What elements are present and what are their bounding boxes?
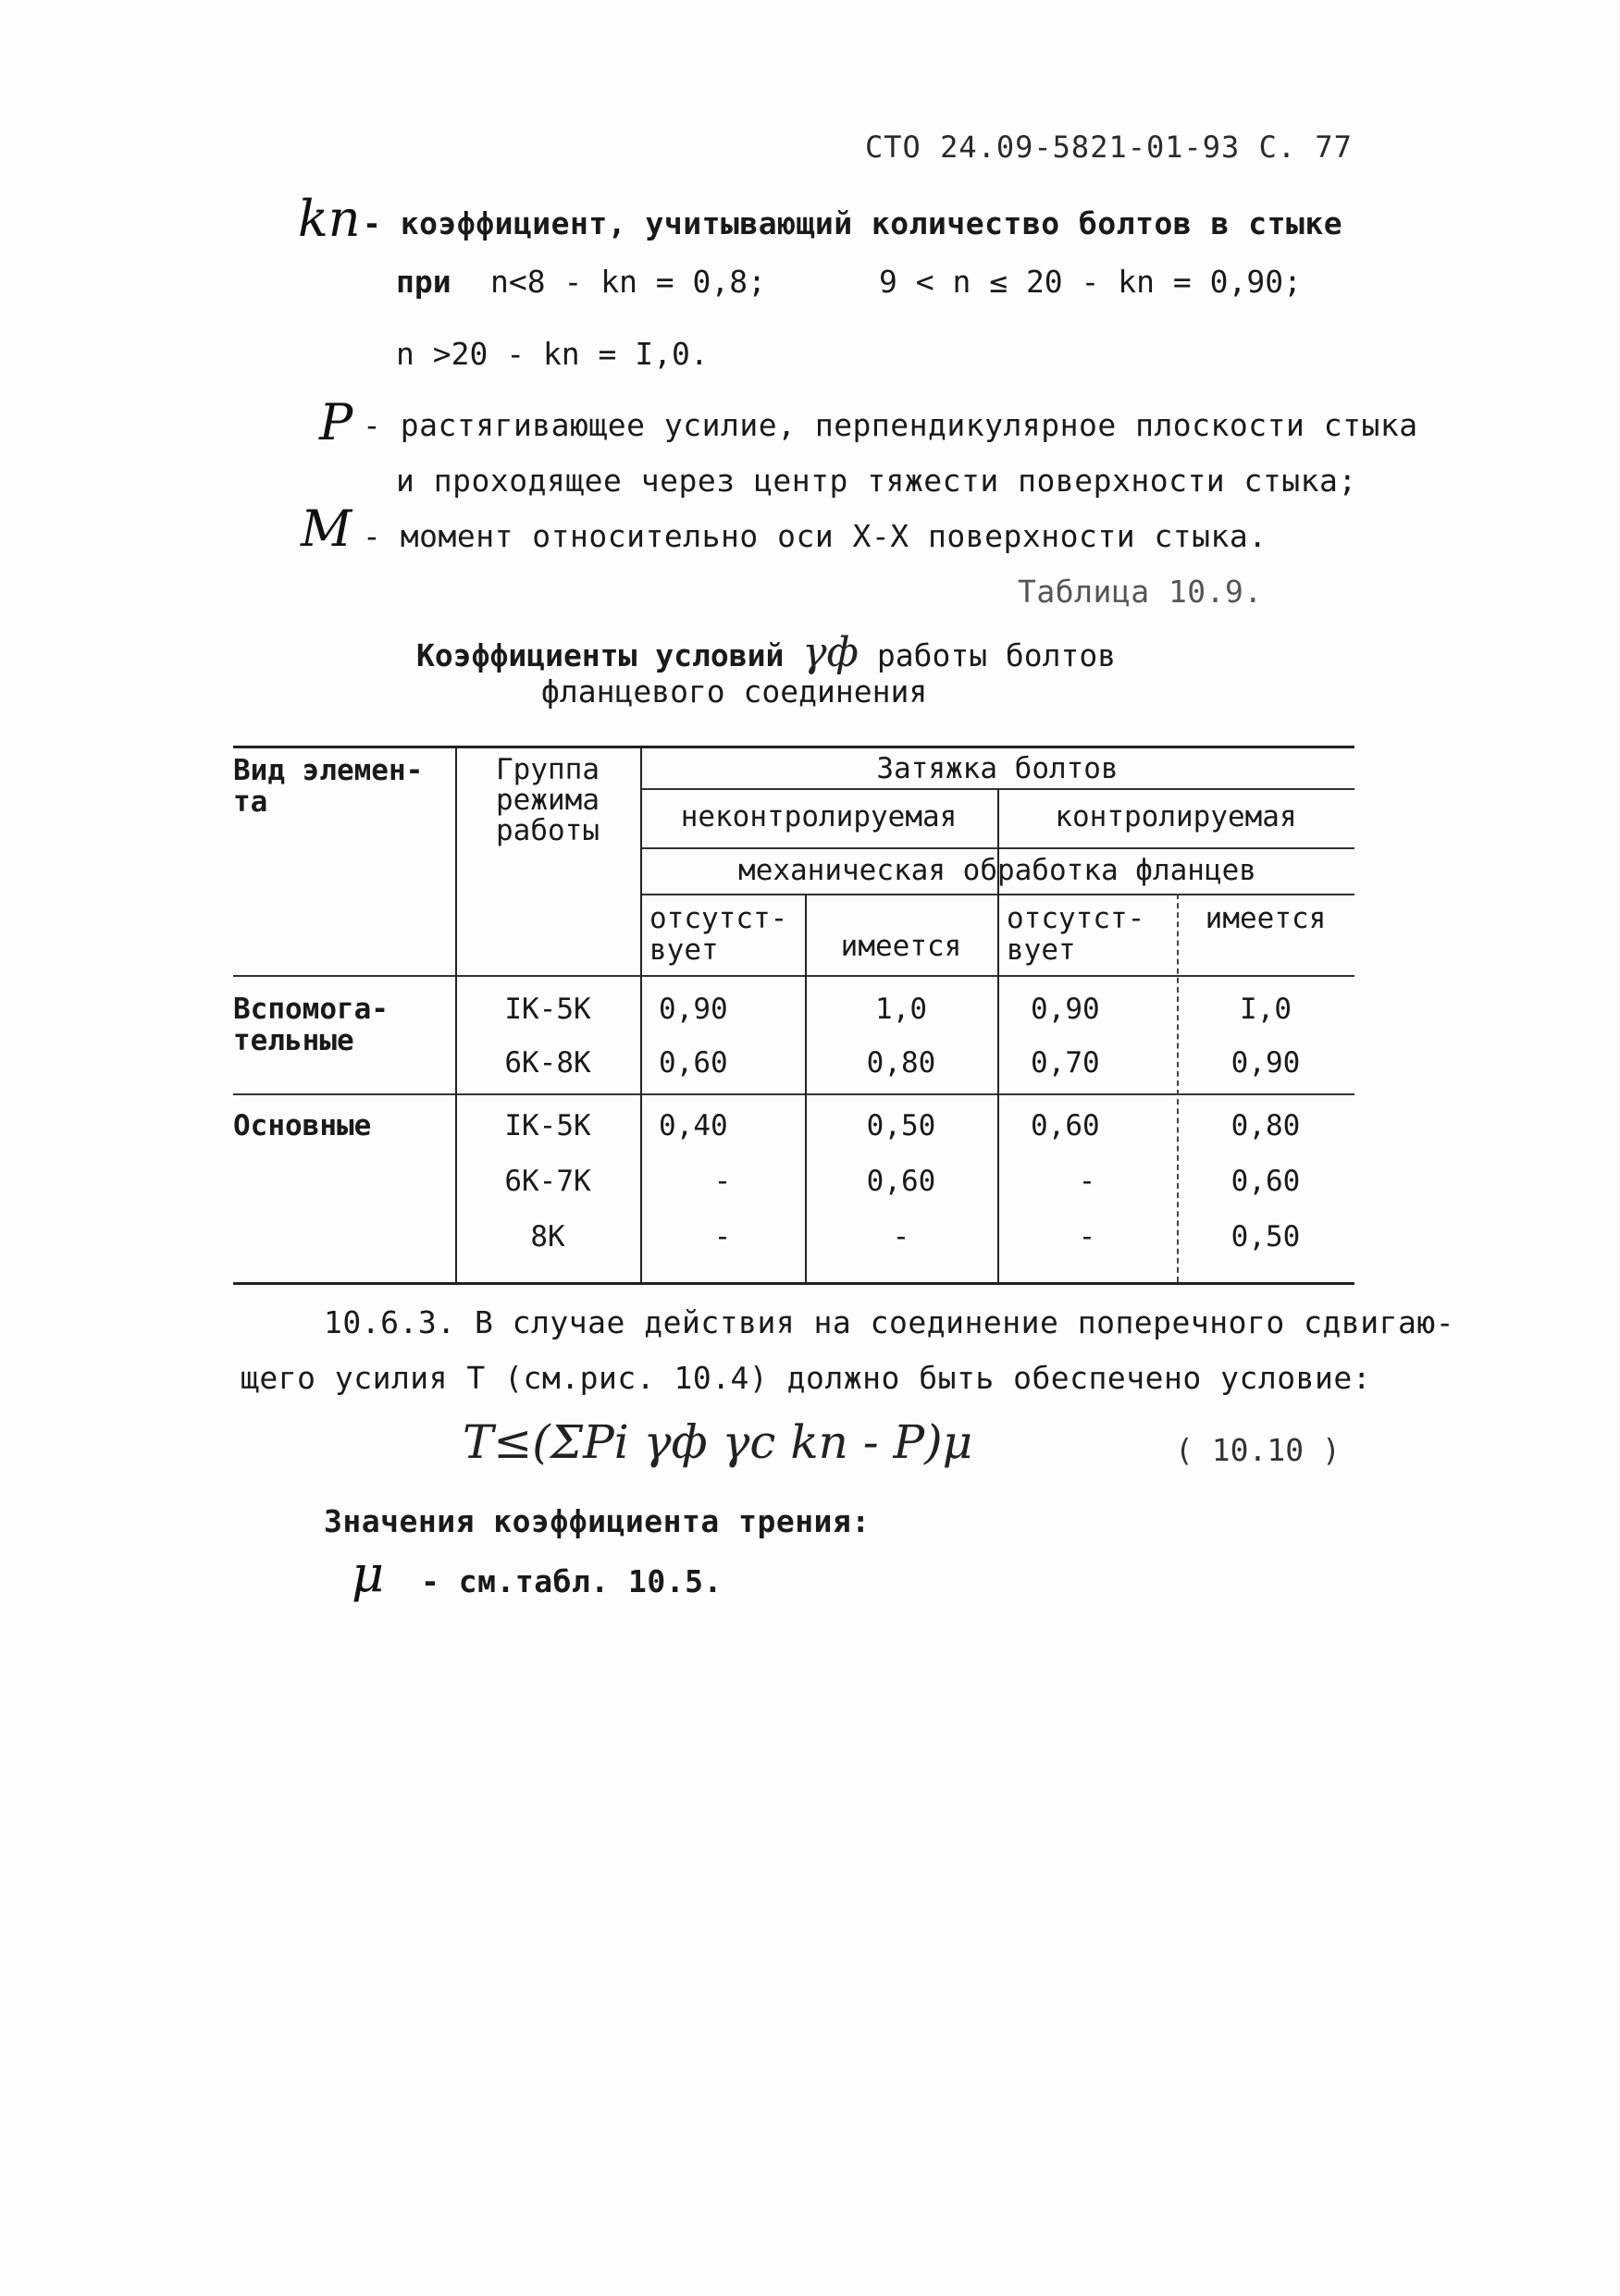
mu-symbol: μ <box>352 1545 385 1603</box>
value-cell: 0,50 <box>1230 1220 1301 1253</box>
group-cell: IK-5K <box>504 1109 591 1142</box>
header-absent-2: отсутст- вует <box>1007 902 1145 967</box>
table-label: Таблица 10.9. <box>1018 574 1263 610</box>
shear-formula: T≤(ΣPi γф γс kn - P)μ <box>463 1415 973 1469</box>
element-auxiliary: Вспомога- тельные <box>233 993 389 1057</box>
value-cell: 1,0 <box>875 993 927 1026</box>
document-reference: СТО 24.09-5821-01-93 С. 77 <box>865 130 1353 165</box>
value-cell: 0,60 <box>1031 1109 1100 1142</box>
header-present-1: имеется <box>840 930 962 963</box>
header-flange-machining: механическая обработка фланцев <box>738 854 1256 887</box>
kn-condition-1b: 9 < n ≤ 20 - kn = 0,90; <box>879 264 1302 300</box>
kn-definition-text: - коэффициент, учитывающий количество болтов в стыке <box>363 205 1343 241</box>
table-title-line1 <box>416 629 1116 676</box>
value-cell: 0,60 <box>866 1165 936 1198</box>
coefficients-table <box>233 746 1354 1282</box>
friction-heading: Значения коэффициента трения: <box>324 1503 871 1539</box>
value-cell: - <box>713 1165 732 1198</box>
kn-definition <box>363 205 1342 241</box>
header-uncontrolled: неконтролируемая <box>680 800 958 833</box>
kn-condition-prefix-text: при <box>396 264 451 300</box>
value-cell: 0,80 <box>866 1046 936 1080</box>
value-cell: I,0 <box>1240 993 1292 1026</box>
element-main: Основные <box>233 1109 372 1142</box>
table-title-part-b: работы болтов <box>876 637 1117 673</box>
table-title-part-a: Коэффициенты условий <box>416 637 785 673</box>
group-cell: IK-5K <box>504 993 591 1026</box>
m-definition: - момент относительно оси X-X поверхности стыка. <box>363 518 1268 554</box>
kn-condition-2: n >20 - kn = I,0. <box>396 336 709 372</box>
group-cell: 8K <box>530 1220 565 1253</box>
section-text-line1: 10.6.3. В случае действия на соединение поперечного сдвигаю- <box>324 1304 1455 1340</box>
value-cell: 0,90 <box>659 993 728 1026</box>
header-controlled: контролируемая <box>1055 800 1297 833</box>
value-cell: 0,90 <box>1230 1046 1301 1080</box>
p-definition-line2: и проходящее через центр тяжести поверхности стыка; <box>396 463 1357 499</box>
value-cell: 0,40 <box>659 1109 728 1142</box>
value-cell: - <box>892 1220 910 1253</box>
value-cell: 0,60 <box>1230 1165 1301 1198</box>
p-definition-line1: - растягивающее усилие, перпендикулярное плоскости стыка <box>363 407 1418 443</box>
value-cell: - <box>1078 1220 1096 1253</box>
kn-condition-prefix <box>396 264 451 300</box>
value-cell: 0,80 <box>1230 1109 1301 1142</box>
group-cell: 6K-7K <box>504 1165 591 1198</box>
gamma-phi-symbol: γф <box>802 629 859 676</box>
value-cell: - <box>1078 1165 1096 1198</box>
m-symbol: M <box>301 500 352 558</box>
value-cell: 0,90 <box>1031 993 1100 1026</box>
value-cell: 0,60 <box>659 1046 728 1080</box>
value-cell: - <box>713 1220 732 1253</box>
kn-condition-1a: n<8 - kn = 0,8; <box>490 264 767 300</box>
header-operating-group: Группа режима работы <box>496 753 600 847</box>
table-title-line2: фланцевого соединения <box>541 673 928 710</box>
header-bolt-tightening: Затяжка болтов <box>876 752 1119 785</box>
header-element-type: Вид элемен- та <box>233 754 424 819</box>
value-cell: 0,50 <box>866 1109 936 1142</box>
section-text-line2: щего усилия Т (см.рис. 10.4) должно быть обеспечено условие: <box>241 1360 1372 1396</box>
group-cell: 6K-8K <box>504 1046 591 1080</box>
p-symbol: P <box>319 393 353 451</box>
equation-number: ( 10.10 ) <box>1175 1432 1341 1468</box>
mu-reference: - см.табл. 10.5. <box>421 1563 723 1599</box>
header-absent-1: отсутст- вует <box>649 902 788 967</box>
value-cell: 0,70 <box>1031 1046 1100 1080</box>
header-present-2: имеется <box>1205 902 1327 935</box>
kn-symbol: kn <box>298 190 361 248</box>
